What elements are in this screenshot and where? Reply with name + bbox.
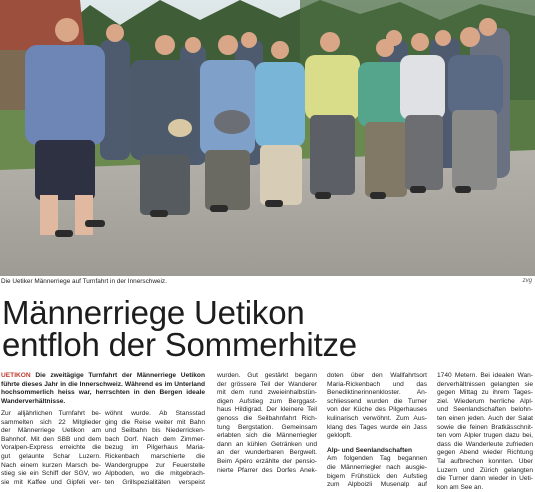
article-column-5 [437,372,533,492]
body-line: Alpboden, wo die mitgebrach- [105,470,205,478]
lead-line: führte dieses Jahr in die Innerschweiz. Während es im Unterland [1,380,205,388]
body-line: der Männerriege Uetikon am [1,427,101,435]
body-line: ziel. Wiederum herrliche Alpl- [437,397,533,405]
lead-line: hochsommerlich heiss war, herrschten in den Bergen ideale [1,389,205,397]
body-line: digen Aufstieg zum Berggast- [217,397,317,405]
body-line: gegen Abend wieder Richtung [437,449,533,457]
body-line: Bahnhof. Mit den SBB und dem [1,435,101,443]
body-line: der grössere Teil der Wanderer [217,380,317,388]
body-line: gut gelaunte Schar Luzern. [1,452,101,460]
body-line: bezug im Pilgerhaus Maria- [105,444,205,452]
caption-row [0,277,535,287]
body-line: kon am See an. [437,483,484,491]
body-line: Beim Apéro erzählte der pensio- [217,457,317,465]
subheading: Alp- und Seenlandschaften [327,446,412,454]
article-column-2 [105,410,205,487]
article-column-3 [217,372,317,475]
headline-line-2: entfloh der Sommerhitze [2,326,357,363]
body-line: geklopft. [327,432,352,440]
body-line: haus Hildigrad. Der kleinere Teil [217,406,317,414]
body-line: kulinarisch verwöhnt. Zum Aus- [327,414,427,422]
lead-line: Wanderverhältnisse. [1,397,66,405]
headline [2,294,532,363]
body-line: Zur alljährlichen Turnfahrt be- [1,410,101,417]
body-line: gegen Mittag zu ihrem Tages- [437,389,533,397]
body-line: schliessend wurden die Turner [327,397,427,405]
body-line: und Seilbahn bis Niederricken- [105,427,205,435]
article-lead [1,372,205,406]
body-line: Am folgenden Tag begannen [327,455,427,463]
body-line: Wandergruppe zur Feuerstelle [105,461,205,469]
body-line: erlabten sich die Männerriegler [217,432,317,440]
headline-line-1: Männerriege Uetikon [2,294,305,331]
body-line: tung Bergstation. Gemeinsam [217,423,317,431]
body-line: bach Dorf. Nach dem Zimmer- [105,435,205,443]
body-line: Maria-Rickenbach und das [327,380,427,388]
body-line: zum Alpboizli Musenalp auf [327,481,427,489]
body-line: Luzern und Zürich gelangten [437,466,533,474]
lead-line: UETIKON Die zweitägige Turnfahrt der Männerriege Uetikon [1,372,205,379]
photo-credit: zvg [522,278,532,284]
body-line: Benediktinerinnenkloster. An- [327,389,427,397]
body-line: klang des Tages wurde ein Jass [327,423,427,431]
body-line: bigem Frühstück den Aufstieg [327,472,427,480]
body-line: und Seenlandschaften belohn- [437,406,533,414]
body-line: sammelten sich 22 Mitglieder [1,418,101,426]
photo-caption: Die Uetiker Männerriege auf Turnfahrt in der Innerschweiz. [1,278,167,285]
body-line: stieg sie ein Schiff der SGV, wo [1,470,101,478]
body-line: die Männerriegler nach ausgie- [327,463,427,471]
kicker: UETIKON [1,372,31,379]
body-line: ging die Reise weiter mit Bahn [105,418,205,426]
body-line: nierte Pfarrer des Dorfes Anek- [217,466,317,474]
body-line: derverhältnissen gelangten sie [437,380,533,388]
body-line: sie mit Kaffee und Gipfeli ver- [1,478,101,486]
body-line: wöhnt wurde. Ab Stansstad [105,410,205,417]
body-line: an der wunderbaren Bergwelt. [217,449,317,457]
body-line: mit dem rund zweieinhalbstün- [217,389,317,397]
body-line: wurden. Gut gestärkt begann [217,372,317,379]
body-line: genoss die Seilbahnfahrt Rich- [217,414,317,422]
body-line: Nach einem kurzen Marsch be- [1,461,101,469]
body-line: Rickenbach marschierte die [105,452,205,460]
body-line: Voralpen-Express erreichte die [1,444,101,452]
body-line: ten einen jeden. Auch der Salat [437,414,533,422]
body-line: ten vom Älpler trugen dazu bei, [437,432,533,440]
article-column-1 [1,410,101,487]
body-line: von der Küche des Pilgerhauses [327,406,427,414]
body-line: dann an kühlen Getränken und [217,440,317,448]
body-line: doten über den Wallfahrtsort [327,372,427,379]
body-line: sowie die feinen Bratkässchnit- [437,423,533,431]
body-line: ten Grillspezialitäten verspeist [105,478,205,486]
body-line: dass die Wanderleute zufrieden [437,440,533,448]
body-line: Tal aufbrechen konnten. Über [437,457,533,465]
body-line: die Turner dann wieder in Ueti- [437,475,533,483]
body-line: 1740 Metern. Bei idealen Wan- [437,372,533,379]
article-column-4 [327,372,427,490]
